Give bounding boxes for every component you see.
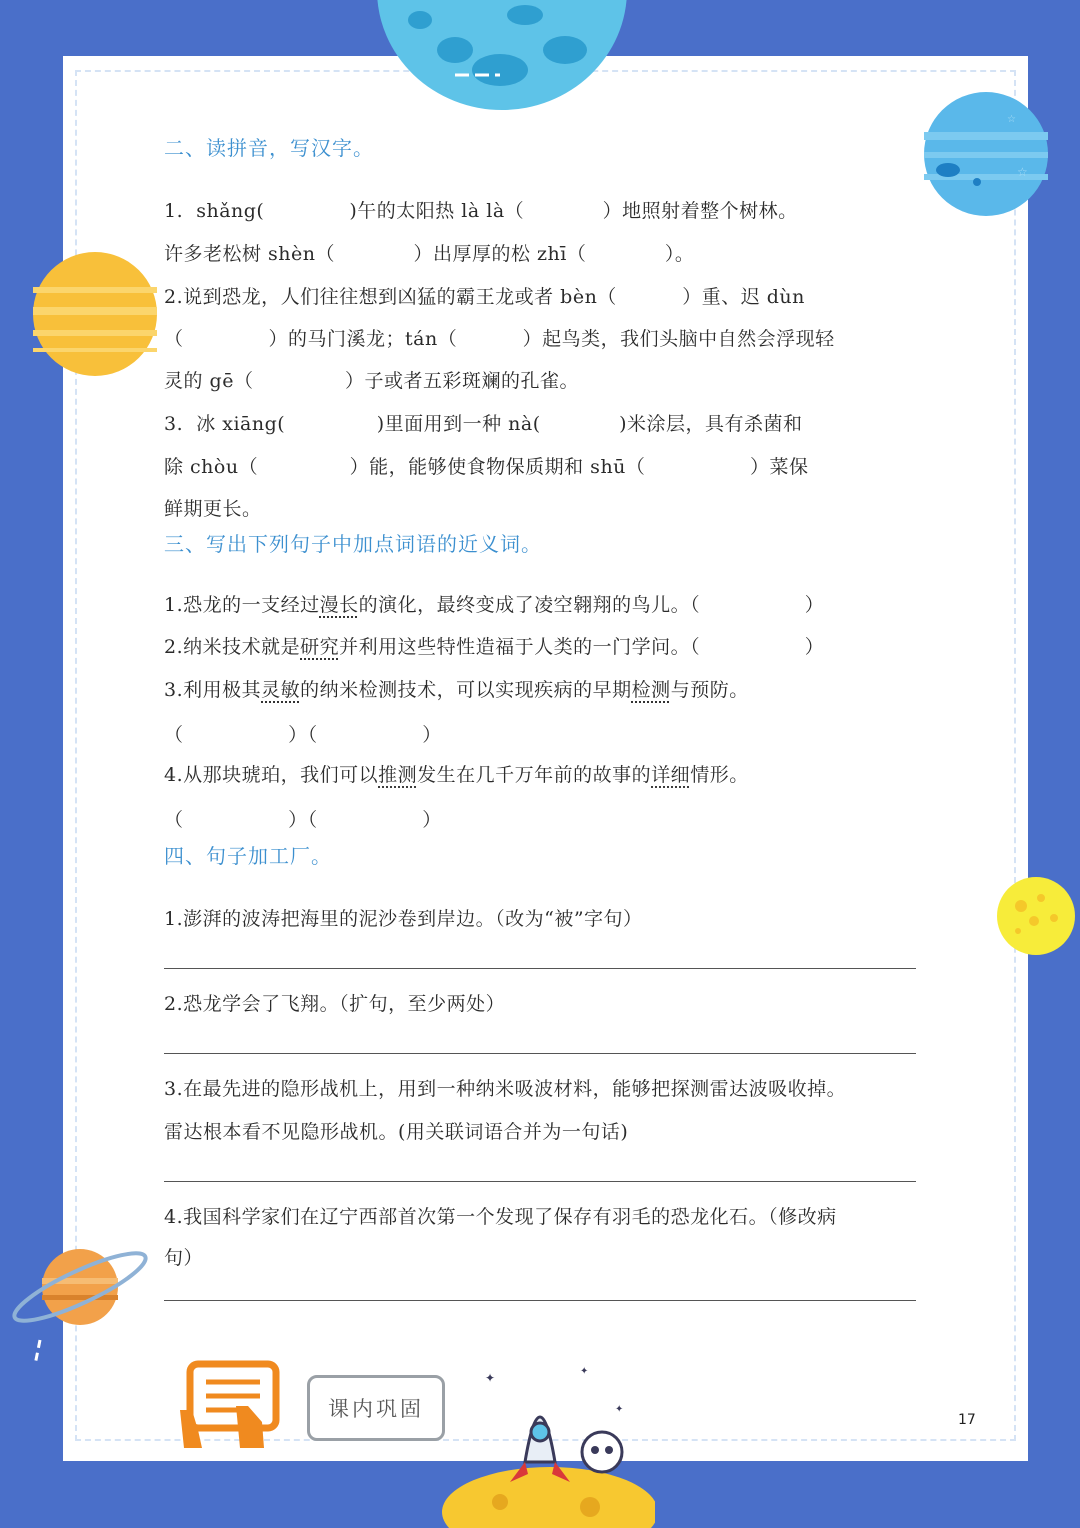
rocket-moon-icon — [440, 1362, 655, 1528]
dotted-word: 检测 — [631, 679, 671, 701]
synonym-question-1: 1.恐龙的一支经过漫长的演化，最终变成了凌空翱翔的鸟儿。（ ） — [164, 594, 825, 616]
answer-line-4 — [164, 1300, 916, 1301]
pinyin-line-8: 鲜期更长。 — [164, 498, 262, 520]
pinyin-line-3: 2.说到恐龙，人们往往想到凶猛的霸王龙或者 bèn（ ）重、迟 dùn — [164, 286, 805, 308]
synonym-question-4: 4.从那块琥珀，我们可以推测发生在几千万年前的故事的详细情形。 — [164, 764, 749, 786]
blue-planet-icon — [922, 92, 1050, 216]
synonym-answer-blanks-4: （ ）（ ） — [164, 809, 442, 831]
tablet-hands-icon — [176, 1360, 280, 1452]
dotted-word: 详细 — [651, 764, 691, 786]
blue-moon-icon — [375, 0, 630, 112]
dotted-word: 推测 — [378, 764, 418, 786]
synonym-answer-blanks-3: （ ）（ ） — [164, 724, 442, 746]
svg-text:✦: ✦ — [580, 1366, 589, 1377]
pinyin-line-1: 1. shǎng( )午的太阳热 là là（ ）地照射着整个树林。 — [164, 200, 798, 222]
answer-line-3 — [164, 1181, 916, 1182]
sentence-question-2: 2.恐龙学会了飞翔。（扩句，至少两处） — [164, 993, 506, 1015]
sentence-question-3b: 雷达根本看不见隐形战机。(用关联词语合并为一句话) — [164, 1121, 629, 1143]
yellow-planet-icon — [33, 252, 157, 376]
synonym-question-3: 3.利用极其灵敏的纳米检测技术，可以实现疾病的早期检测与预防。 — [164, 679, 749, 701]
svg-text:☆: ☆ — [1007, 114, 1016, 125]
svg-text:☆: ☆ — [1017, 165, 1028, 179]
pinyin-line-4: （ ）的马门溪龙；tán（ ）起鸟类，我们头脑中自然会浮现轻 — [164, 328, 835, 350]
dotted-word: 漫长 — [319, 594, 359, 616]
saturn-icon — [10, 1240, 155, 1370]
dotted-word: 研究 — [300, 636, 340, 658]
svg-text:✦: ✦ — [615, 1404, 624, 1415]
pinyin-line-2: 许多老松树 shèn（ ）出厚厚的松 zhī（ ）。 — [164, 243, 695, 265]
pinyin-line-6: 3. 冰 xiāng( )里面用到一种 nà( )米涂层，具有杀菌和 — [164, 413, 803, 435]
synonym-question-2: 2.纳米技术就是研究并利用这些特性造福于人类的一门学问。（ ） — [164, 636, 825, 658]
sentence-question-1: 1.澎湃的波涛把海里的泥沙卷到岸边。（改为“被”字句） — [164, 908, 643, 930]
svg-text:✦: ✦ — [485, 1371, 496, 1385]
sentence-question-4a: 4.我国科学家们在辽宁西部首次第一个发现了保存有羽毛的恐龙化石。（修改病 — [164, 1206, 837, 1228]
section-title-synonyms: 三、写出下列句子中加点词语的近义词。 — [164, 532, 542, 556]
dotted-word: 灵敏 — [261, 679, 301, 701]
sentence-question-4b: 句） — [164, 1247, 204, 1269]
moon-icon — [996, 876, 1076, 956]
sentence-question-3a: 3.在最先进的隐形战机上，用到一种纳米吸波材料，能够把探测雷达波吸收掉。 — [164, 1078, 847, 1100]
section-title-sentences: 四、句子加工厂。 — [164, 844, 332, 868]
pinyin-line-5: 灵的 gē（ ）子或者五彩斑斓的孔雀。 — [164, 370, 580, 392]
section-badge: 课内巩固 — [307, 1375, 445, 1441]
pinyin-line-7: 除 chòu（ ）能，能够使食物保质期和 shū（ ）菜保 — [164, 456, 809, 478]
section-title-pinyin: 二、读拼音，写汉字。 — [164, 136, 374, 160]
answer-line-2 — [164, 1053, 916, 1054]
answer-line-1 — [164, 968, 916, 969]
page-number: 17 — [958, 1412, 976, 1428]
dashed-border — [75, 70, 1016, 1441]
